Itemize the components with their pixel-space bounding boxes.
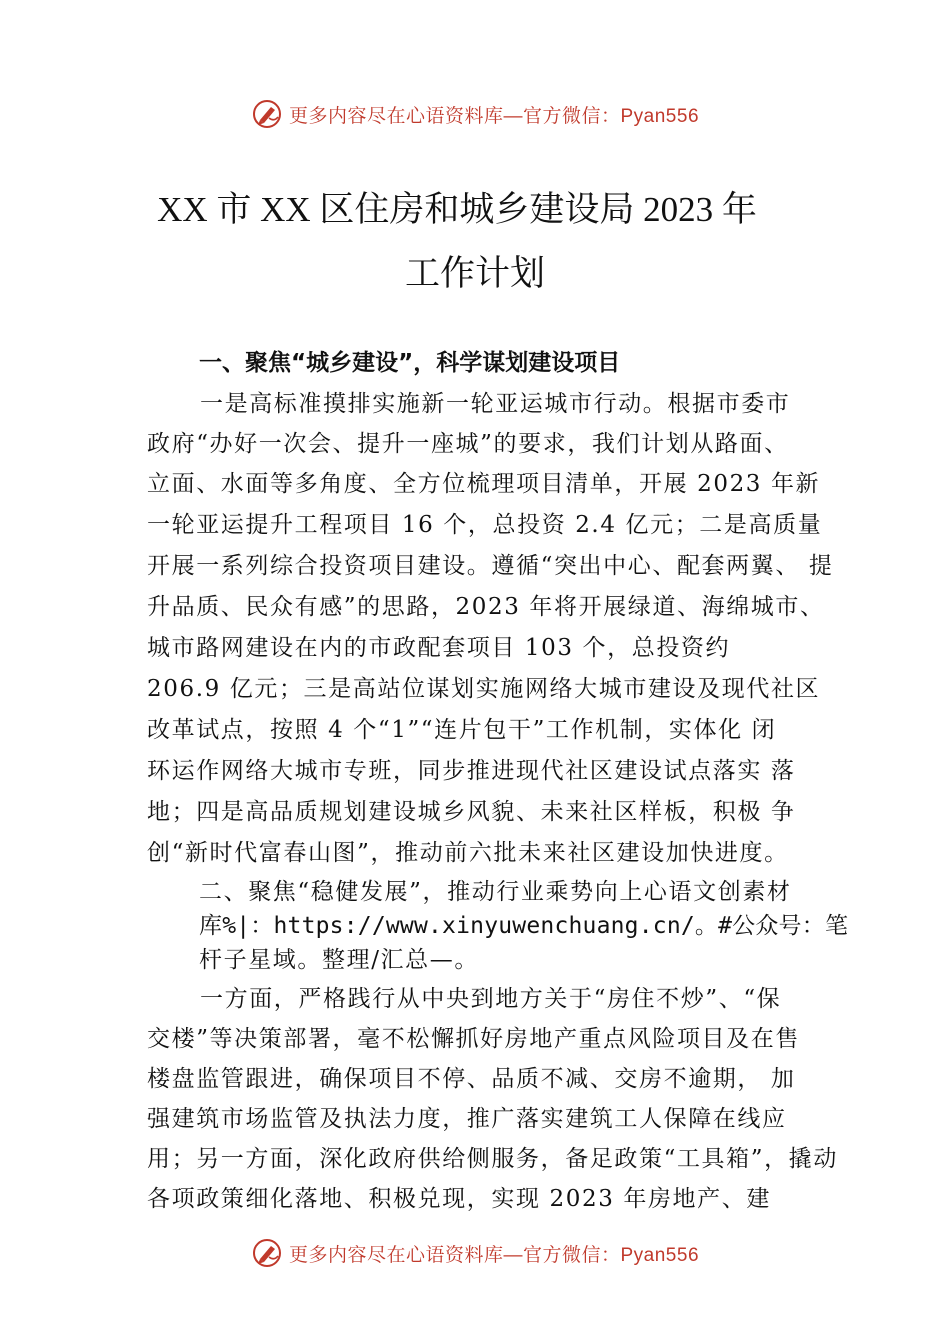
document-title-line-2: 工作计划 bbox=[404, 254, 545, 293]
document-title-line-1: XX 市 XX 区住房和城乡建设局 2023 年 bbox=[157, 190, 757, 229]
paragraph-line: 开展一系列综合投资项目建设。遵循“突出中心、配套两翼、 提 bbox=[147, 553, 834, 579]
paragraph-line: 环运作网络大城市专班，同步推进现代社区建设试点落实 落 bbox=[147, 758, 796, 784]
watermark-main-text: 更多内容尽在心语资料库 bbox=[288, 104, 504, 127]
paragraph-line: 206.9 亿元；三是高站位谋划实施网络大城市建设及现代社区 bbox=[147, 676, 821, 702]
paragraph-line: 一轮亚运提升工程项目 16 个，总投资 2.4 亿元；二是高质量 bbox=[147, 512, 823, 538]
paragraph-line: 升品质、民众有感”的思路，2023 年将开展绿道、海绵城市、 bbox=[147, 594, 825, 620]
paragraph-line: 改革试点，按照 4 个“1”“连片包干”工作机制，实体化 闭 bbox=[147, 717, 777, 743]
paragraph-line: 交楼”等决策部署，毫不松懈抓好房地产重点风险项目及在售 bbox=[147, 1026, 800, 1052]
watermark-main-text: 更多内容尽在心语资料库 bbox=[288, 1243, 504, 1266]
paragraph-line: 创“新时代富春山图”，推动前六批未来社区建设加快进度。 bbox=[147, 840, 789, 866]
paragraph-line: 城市路网建设在内的市政配套项目 103 个，总投资约 bbox=[147, 635, 731, 661]
pen-logo-icon bbox=[251, 98, 283, 130]
paragraph-line: 用；另一方面，深化政府供给侧服务，备足政策“工具箱”，撬动 bbox=[147, 1146, 838, 1172]
paragraph-line: 各项政策细化落地、积极兑现，实现 2023 年房地产、建 bbox=[147, 1186, 771, 1212]
paragraph-line: 一是高标准摸排实施新一轮亚运城市行动。根据市委市 bbox=[200, 391, 791, 417]
watermark-sub-text: —官方微信：Pyan556 bbox=[503, 105, 700, 127]
pen-logo-icon bbox=[251, 1237, 283, 1269]
paragraph-line: 杆子星域。整理/汇总—。 bbox=[199, 947, 479, 973]
section-1-heading: 一、聚焦“城乡建设”，科学谋划建设项目 bbox=[199, 350, 621, 376]
paragraph-line: 一方面，严格践行从中央到地方关于“房住不炒”、“保 bbox=[200, 986, 782, 1012]
section-2-heading: 二、聚焦“稳健发展”，推动行业乘势向上心语文创素材 bbox=[199, 879, 792, 905]
paragraph-line: 政府“办好一次会、提升一座城”的要求，我们计划从路面、 bbox=[147, 431, 789, 457]
watermark-sub-text: —官方微信：Pyan556 bbox=[503, 1244, 700, 1266]
watermark-footer bbox=[0, 1233, 950, 1273]
paragraph-line: 强建筑市场监管及执法力度，推广落实建筑工人保障在线应 bbox=[147, 1106, 787, 1132]
paragraph-line: 立面、水面等多角度、全方位梳理项目清单，开展 2023 年新 bbox=[147, 471, 821, 497]
watermark-header bbox=[0, 94, 950, 134]
paragraph-line: 库%|：https://www.xinyuwenchuang.cn/。#公众号：笔 bbox=[199, 913, 849, 939]
paragraph-line: 楼盘监管跟进，确保项目不停、品质不减、交房不逾期， 加 bbox=[147, 1066, 796, 1092]
paragraph-line: 地；四是高品质规划建设城乡风貌、未来社区样板，积极 争 bbox=[147, 799, 796, 825]
